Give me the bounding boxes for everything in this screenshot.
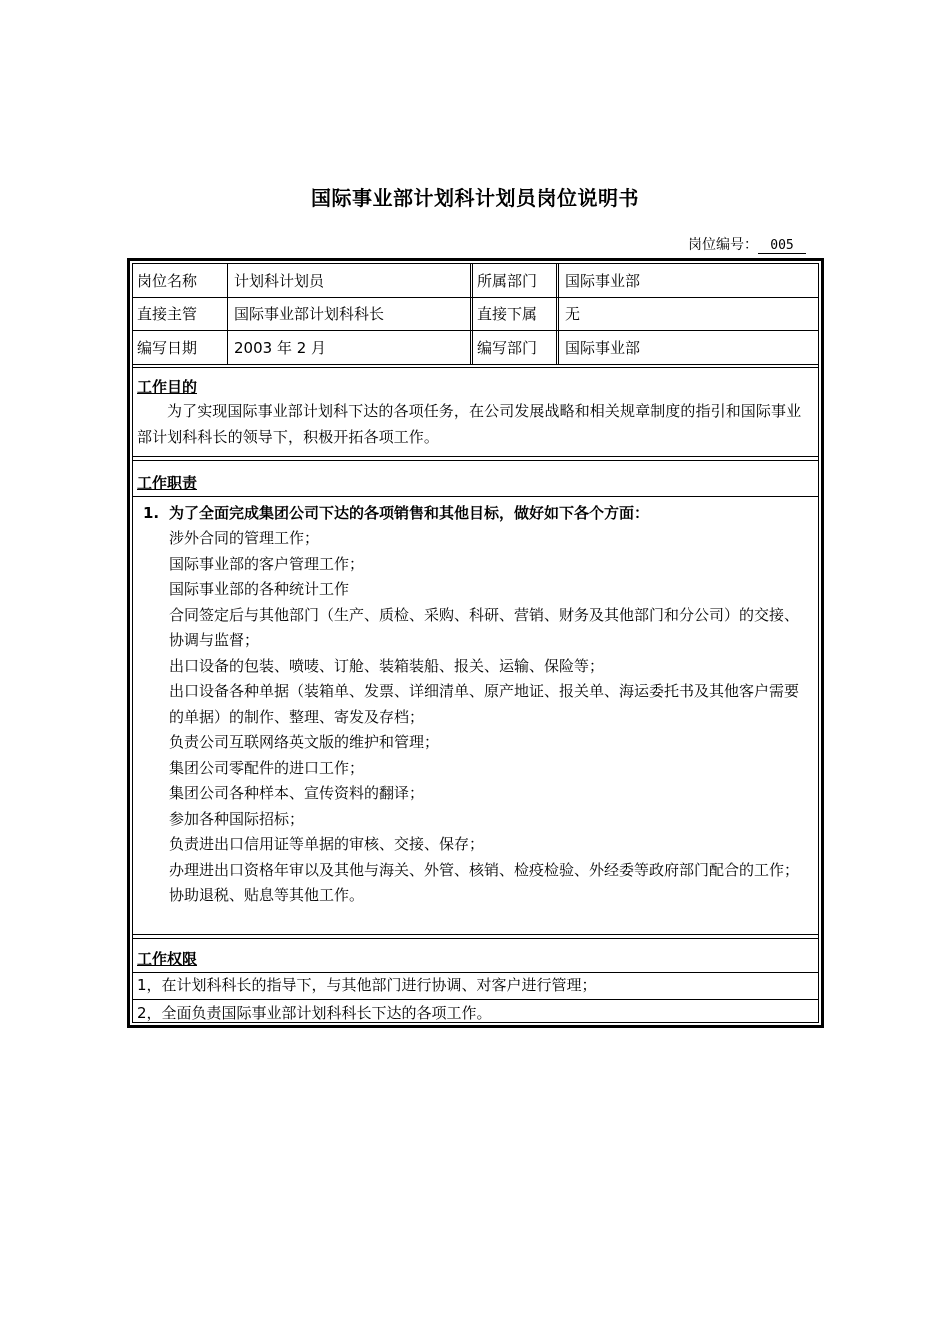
duties-list: [133, 500, 818, 909]
duty-item-text: 国际事业部的各种统计工作: [169, 580, 350, 598]
duty-item-text: 协助退税、贴息等其他工作。: [169, 886, 365, 904]
info-row: [133, 330, 818, 365]
duty-item-text: 出口设备各种单据（装箱单、发票、详细清单、原产地证、报关单、海运委托书及其他客户需要的单据）的制作、整理、寄发及存档；: [169, 682, 800, 726]
info-value: 无: [565, 305, 581, 323]
position-code: [688, 234, 806, 254]
duty-item-text: 涉外合同的管理工作；: [169, 529, 320, 547]
info-label: 编写日期: [133, 330, 228, 364]
duty-item-text: 办理进出口资格年审以及其他与海关、外管、核销、检疫检验、外经委等政府部门配合的工作；: [169, 860, 800, 879]
authority-section: [133, 948, 818, 970]
info-value: 国际事业部: [565, 272, 641, 290]
info-value: 国际事业部: [565, 338, 641, 357]
authority-item: 2，全面负责国际事业部计划科科长下达的各项工作。: [137, 1004, 492, 1022]
duties-heading: 工作职责: [137, 474, 198, 492]
info-row: [133, 264, 818, 298]
purpose-section: [133, 376, 818, 450]
duty-item-text: 集团公司各种样本、宣传资料的翻译；: [169, 784, 425, 802]
duty-item: [133, 807, 818, 833]
duty-item: [133, 552, 818, 578]
duty-item-text: 负责公司互联网络英文版的维护和管理；: [169, 733, 440, 751]
info-value: 国际事业部计划科科长: [228, 297, 473, 330]
duty-item-text: 参加各种国际招标；: [169, 809, 305, 828]
authority-heading: 工作权限: [137, 950, 198, 968]
section-divider: [133, 934, 818, 939]
info-value: 计划科计划员: [228, 264, 473, 297]
info-label: 直接下属: [473, 297, 559, 330]
duty-item: [133, 781, 818, 807]
authority-item: 1，在计划科科长的指导下，与其他部门进行协调、对客户进行管理；: [133, 972, 818, 1000]
divider: [133, 496, 818, 497]
duty-item: [133, 603, 818, 654]
duty-item: [133, 577, 818, 603]
purpose-text: 为了实现国际事业部计划科下达的各项任务，在公司发展战略和相关规章制度的指引和国际事业部计划科科长的领导下，积极开拓各项工作。: [137, 402, 802, 446]
duty-subheading: [133, 500, 818, 526]
duty-item: [133, 883, 818, 909]
duty-item: [133, 730, 818, 756]
info-row: [133, 297, 818, 331]
duties-section: [133, 472, 818, 494]
duty-item: [133, 679, 818, 730]
position-code-value: 005: [758, 238, 806, 254]
divider: [133, 367, 818, 368]
duty-item-text: 国际事业部的客户管理工作；: [169, 554, 365, 573]
info-label: 直接主管: [133, 297, 228, 330]
duty-item-text: 集团公司零配件的进口工作；: [169, 758, 365, 777]
duty-item: [133, 832, 818, 858]
duty-bullets: [133, 526, 818, 909]
job-description-table: [127, 258, 824, 1028]
duty-item-text: 合同签定后与其他部门（生产、质检、采购、科研、营销、财务及其他部门和分公司）的交接、协调与监督；: [169, 605, 800, 649]
duty-subheading-text: 为了全面完成集团公司下达的各项销售和其他目标，做好如下各个方面：: [169, 504, 650, 522]
duty-item-text: 负责进出口信用证等单据的审核、交接、保存；: [169, 835, 485, 853]
authority-list: [133, 972, 818, 1027]
info-label: 编写部门: [473, 330, 559, 364]
info-value: 2003 年 2 月: [228, 330, 473, 364]
duty-item: [133, 756, 818, 782]
position-code-label: 岗位编号：: [688, 237, 758, 253]
info-label: 岗位名称: [133, 264, 228, 297]
section-divider: [133, 456, 818, 461]
duty-item: [133, 654, 818, 680]
purpose-heading: 工作目的: [137, 378, 198, 396]
duty-item: [133, 858, 818, 884]
document-title: 国际事业部计划科计划员岗位说明书: [311, 186, 639, 210]
duty-item: [133, 526, 818, 552]
duty-number: 1.: [143, 504, 160, 522]
info-label: 所属部门: [473, 264, 559, 297]
duty-item-text: 出口设备的包装、喷唛、订舱、装箱装船、报关、运输、保险等；: [169, 656, 605, 675]
